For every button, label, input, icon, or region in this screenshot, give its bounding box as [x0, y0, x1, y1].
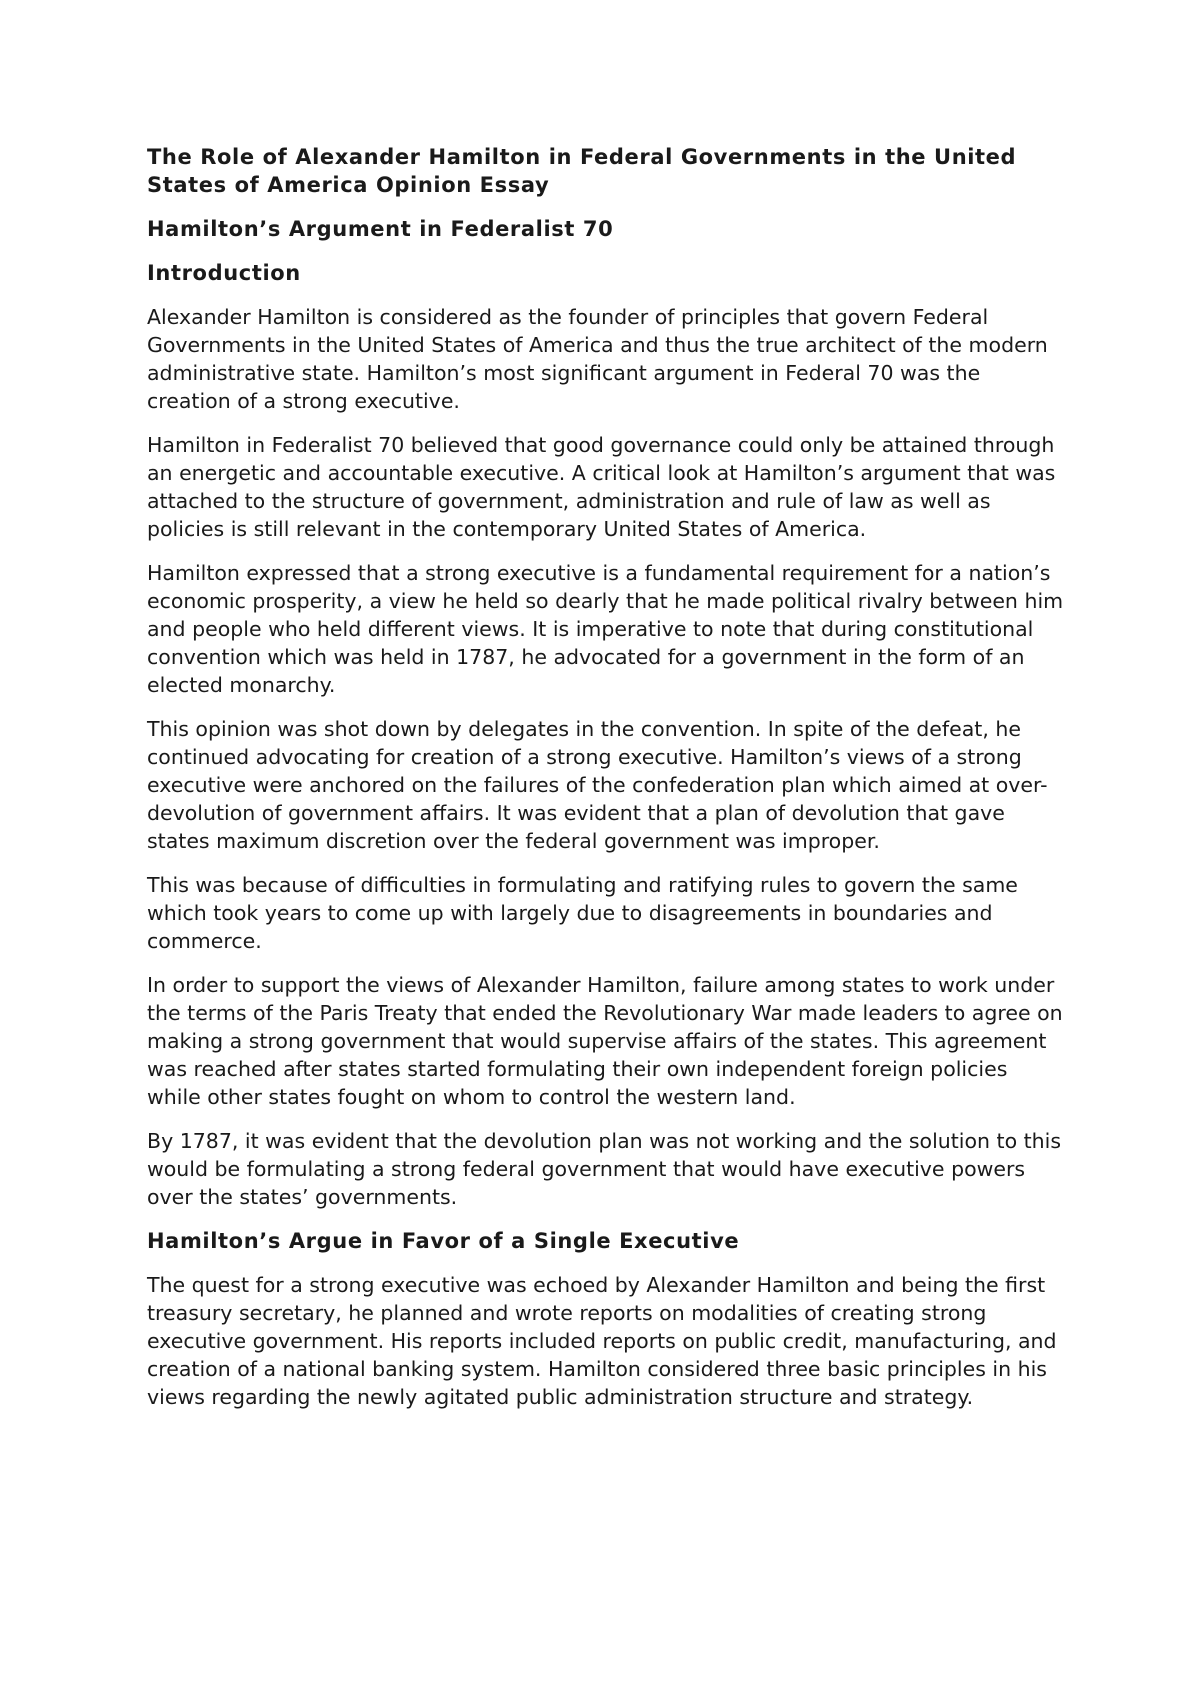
document-title: The Role of Alexander Hamilton in Federal Governments in the United States of America Opinion Essay	[147, 145, 1017, 197]
paragraph: This was because of difficulties in formulating and ratifying rules to govern the same which took years to come up with largely due to disagreements in boundaries and commerce.	[147, 873, 1018, 953]
paragraph: By 1787, it was evident that the devolution plan was not working and the solution to this would be formulating a strong federal government that would have executive powers over the states’ governments.	[147, 1129, 1062, 1209]
document-subtitle: Hamilton’s Argument in Federalist 70	[147, 217, 614, 241]
paragraph: The quest for a strong executive was echoed by Alexander Hamilton and being the first treasury secretary, he planned and wrote reports on modalities of creating strong executive government. His reports included reports on public credit, manufacturing, and creation of a national banking system. Hamilton considered three basic principles in his views regarding the newly agitated public administration structure and strategy.	[147, 1273, 1057, 1409]
section-heading: Hamilton’s Argue in Favor of a Single Executive	[147, 1229, 740, 1253]
paragraph: Alexander Hamilton is considered as the founder of principles that govern Federal Governments in the United States of America and thus the true architect of the modern administrative state. Hamilton’s most significant argument in Federal 70 was the creation of a strong executive.	[147, 305, 1048, 413]
paragraph: This opinion was shot down by delegates in the convention. In spite of the defeat, he continued advocating for creation of a strong executive. Hamilton’s views of a strong executive were anchored on the failures of the confederation plan which aimed at over-devolution of government affairs. It was evident that a plan of devolution that gave states maximum discretion over the federal government was improper.	[147, 717, 1048, 853]
paragraph: In order to support the views of Alexander Hamilton, failure among states to work under the terms of the Paris Treaty that ended the Revolutionary War made leaders to agree on making a strong government that would supervise affairs of the states. This agreement was reached after states started formulating their own independent foreign policies while other states fought on whom to control the western land.	[147, 973, 1063, 1109]
intro-heading: Introduction	[147, 261, 301, 285]
paragraph: Hamilton in Federalist 70 believed that good governance could only be attained through an energetic and accountable executive. A critical look at Hamilton’s argument that was attached to the structure of government, administration and rule of law as well as policies is still relevant in the contemporary United States of America.	[147, 433, 1056, 541]
paragraph: Hamilton expressed that a strong executive is a fundamental requirement for a nation’s economic prosperity, a view he held so dearly that he made political rivalry between him and people who held different views. It is imperative to note that during constitutional convention which was held in 1787, he advocated for a government in the form of an elected monarchy.	[147, 561, 1064, 697]
document-page	[147, 143, 1067, 1427]
